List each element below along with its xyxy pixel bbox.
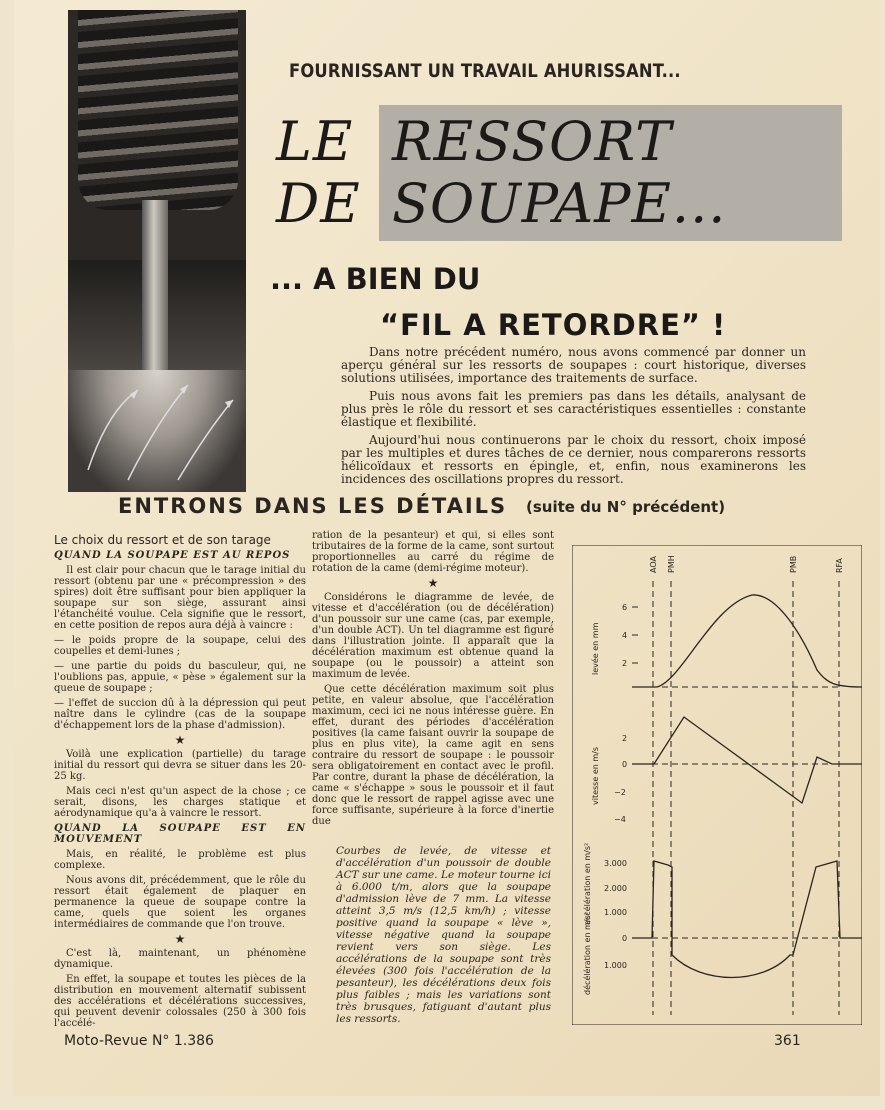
lift-curve <box>632 595 862 687</box>
accel-tick: 3.000 <box>604 859 627 868</box>
accel-axis-label: accélération en m/s² <box>583 842 592 925</box>
intro-paragraph: Dans notre précédent numéro, nous avons commencé par donner un aperçu général sur les ressorts de soupapes : court historique, diverses solutions utilisées, importance des traitements de surface. <box>341 345 806 385</box>
figure-caption: Courbes de levée, de vitesse et d'accélération d'un poussoir de double ACT sur une came. Le moteur tourne ici à 6.000 t/m, alors que la soupape d'admission lève de 7 mm. La vitesse atteint 3,5 m/s (12,5 km/h) ; vitesse positive quand la soupape « lève », vitesse négative quand la soupape revient vers son siège. Les accélérations de la soupape sont très élevées (300 fois l'accélération de la pesanteur), les décélérations deux fois plus faibles ; mais les variations sont très brusques, fatiguant d'autant plus les ressorts. <box>336 845 551 1025</box>
magazine-page <box>14 0 880 1096</box>
subheading-motion: QUAND LA SOUPAPE EST EN MOUVEMENT <box>54 823 306 845</box>
speed-tick: −2 <box>614 788 626 797</box>
decel-axis-label: décélération en m/s² <box>583 912 592 995</box>
kicker-headline: FOURNISSANT UN TRAVAIL AHURISSANT... <box>289 60 681 82</box>
marker-aoa: AOA <box>649 556 658 573</box>
paragraph: C'est là, maintenant, un phénomène dynamique. <box>54 948 306 970</box>
accel-tick: 0 <box>622 934 628 943</box>
paragraph: En effet, la soupape et toutes les pièces de la distribution en mouvement alternatif subissent des accélérations et décélérations successives, qui peuvent devenir colossales (250 à 300 fois l'accélé- <box>54 974 306 1029</box>
column-heading: Le choix du ressort et de son tarage <box>54 533 271 547</box>
speed-tick: −4 <box>614 815 626 824</box>
section-subtitle: (suite du N° précédent) <box>526 498 726 516</box>
subtitle-line1: ... A BIEN DU <box>270 262 481 296</box>
star-separator: ★ <box>174 932 186 946</box>
valve-spring-photo <box>68 10 246 492</box>
marker-pmb: PMB <box>789 555 798 573</box>
page-number: 361 <box>774 1033 801 1049</box>
marker-pmh: PMH <box>667 555 676 573</box>
accel-tick: 1.000 <box>604 961 627 970</box>
load-list <box>54 635 306 731</box>
marker-rfa: RFA <box>835 558 844 573</box>
diagram-frame <box>572 545 862 1025</box>
lift-axis-label: levée en mm <box>591 622 600 675</box>
paragraph: Que cette décélération maximum soit plus petite, en valeur absolue, que l'accélération maximum, ceci ici ne nous intéresse guère. En effet, durant des périodes d'accélération positives (la came faisant ouvrir la soupape de plus en plus vite), la came agit en sens contraire du ressort de soupape : le poussoir sera obligatoirement en contact avec le profil. Par contre, durant la phase de décélération, la came « s'échappe » sous le poussoir et il faut donc que le ressort de rappel agisse avec une force suffisante, supérieure à la force d'inertie due <box>312 684 554 827</box>
paragraph: Mais ceci n'est qu'un aspect de la chose ; ce serait, disons, les charges statique et aérodynamique qu'a à vaincre le ressort. <box>54 786 306 819</box>
column-2 <box>312 530 554 831</box>
title-soupape: SOUPAPE... <box>392 172 727 235</box>
speed-axis-label: vitesse en m/s <box>591 746 600 805</box>
title-le: LE <box>276 110 354 173</box>
speed-curve <box>632 717 862 803</box>
footer-issue: Moto-Revue N° 1.386 <box>64 1033 214 1049</box>
intro-paragraph: Aujourd'hui nous continuerons par le choix du ressort, choix imposé par les multiples et dures tâches de ce dernier, nous comparerons ressorts hélicoïdaux et ressorts en épingle, et, enfin, nous examinerons les incidences des oscillations propres du ressort. <box>341 433 806 486</box>
title-ressort: RESSORT <box>392 110 673 173</box>
section-title: ENTRONS DANS LES DÉTAILS <box>118 494 508 518</box>
paragraph: Considérons le diagramme de levée, de vitesse et d'accélération (ou de décélération) d'un poussoir sur une came (cas, par exemple, d'un double ACT). Un tel diagramme est figuré dans l'illustration jointe. Il apparaît que la décélération maximum est obtenue quand la soupape (ou le poussoir) a atteint son maximum de levée. <box>312 592 554 680</box>
lift-tick: 6 <box>622 603 628 612</box>
speed-tick: 0 <box>622 760 628 769</box>
intro-paragraph: Puis nous avons fait les premiers pas dans les détails, analysant de plus près le rôle du ressort et ses caractéristiques essentielles : constante élastique et flexibilité. <box>341 389 806 429</box>
list-item: — l'effet de succion dû à la dépression qui peut naître dans le cylindre (cas de la soupape d'échappement lors de la phase d'admission). <box>54 698 306 731</box>
star-separator: ★ <box>174 733 186 747</box>
flow-arrows <box>68 10 246 492</box>
paragraph: Nous avons dit, précédemment, que le rôle du ressort était également de plaquer en permanence la queue de soupape contre la came, quels que soient les organes intermédiaires de commande que l'on trouve. <box>54 875 306 930</box>
title-de: DE <box>276 172 361 235</box>
lift-tick: 2 <box>622 659 628 668</box>
speed-tick: 2 <box>622 734 628 743</box>
intro-paragraphs <box>341 346 806 491</box>
subtitle-line2: “FIL A RETORDRE” ! <box>380 308 727 342</box>
subheading-rest: QUAND LA SOUPAPE EST AU REPOS <box>54 550 291 561</box>
column-1 <box>54 535 306 1033</box>
accel-curve <box>632 861 862 978</box>
paragraph: Il est clair pour chacun que le tarage initial du ressort (obtenu par une « précompression » des spires) doit être suffisant pour bien appliquer la soupape sur son siège, assurant ainsi l'étanchéité voulue. Cela signifie que le ressort, en cette position de repos aura déjà à vaincre : <box>54 565 306 631</box>
paragraph: Voilà une explication (partielle) du tarage initial du ressort qui devra se situer dans les 20-25 kg. <box>54 749 306 782</box>
accel-tick: 2.000 <box>604 884 627 893</box>
paragraph: Mais, en réalité, le problème est plus complexe. <box>54 849 306 871</box>
paragraph: ration de la pesanteur) et qui, si elles sont tributaires de la forme de la came, sont surtout proportionnelles au carré du régime de rotation de la came (demi-régime moteur). <box>312 530 554 574</box>
lift-tick: 4 <box>622 631 628 640</box>
cam-diagram <box>572 545 862 1025</box>
list-item: — une partie du poids du basculeur, qui, ne l'oublions pas, appuie, « pèse » également sur la queue de soupape ; <box>54 661 306 694</box>
list-item: — le poids propre de la soupape, celui des coupelles et demi-lunes ; <box>54 635 306 657</box>
star-separator: ★ <box>427 576 439 590</box>
accel-tick: 1.000 <box>604 908 627 917</box>
